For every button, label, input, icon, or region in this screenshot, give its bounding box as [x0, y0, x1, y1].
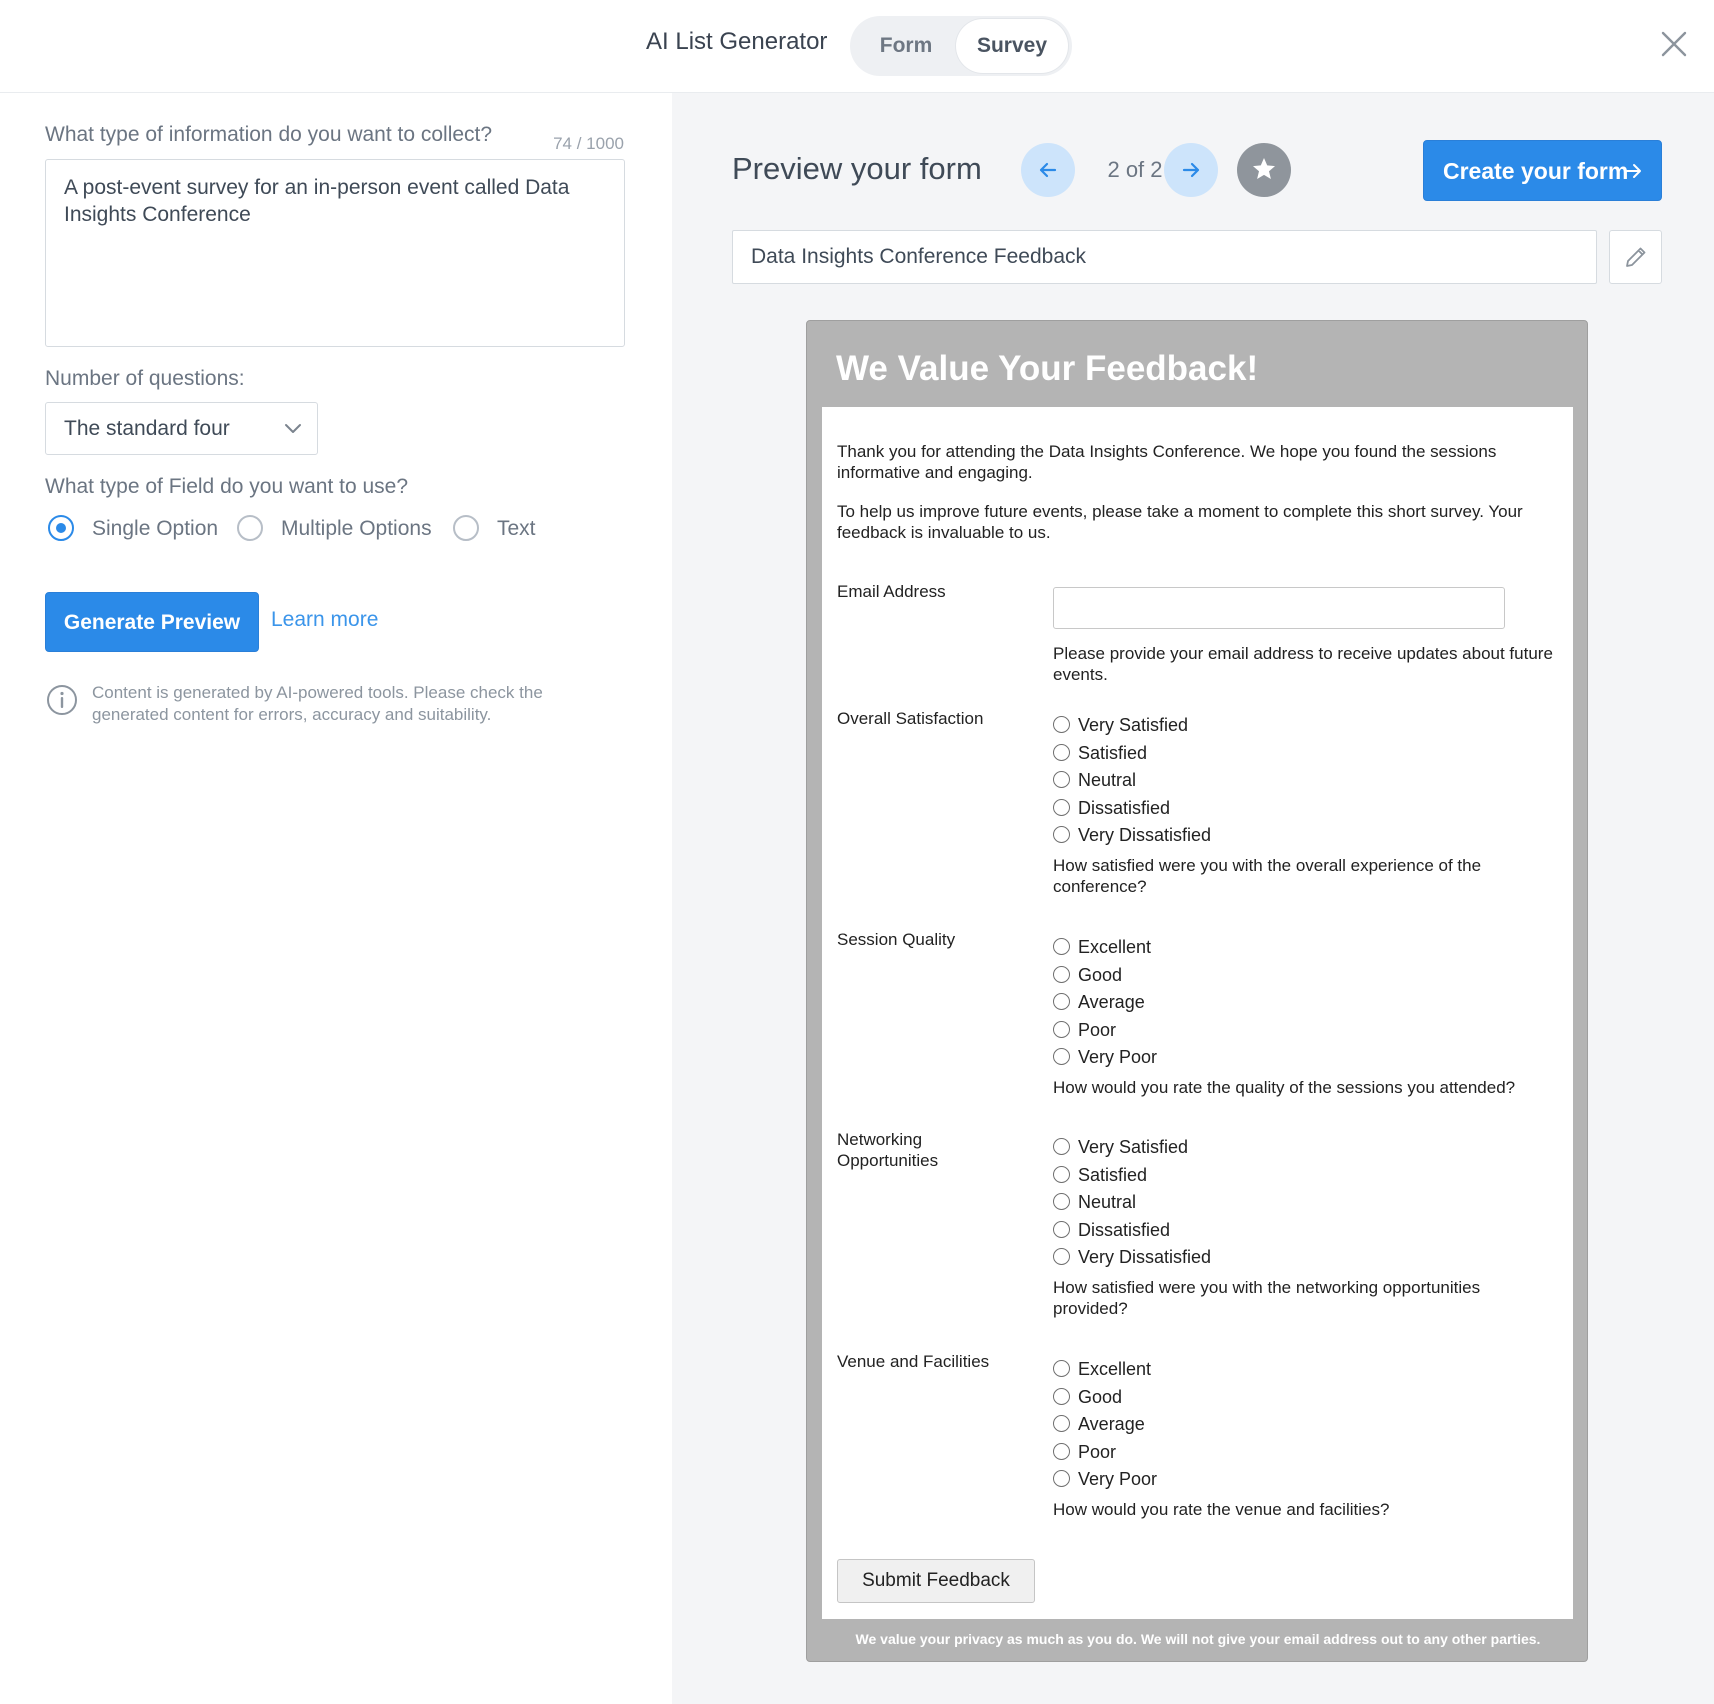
option-label: Very Dissatisfied	[1078, 825, 1212, 846]
radio-circle	[1053, 1166, 1070, 1183]
radio-unchecked	[453, 515, 479, 541]
close-icon	[1656, 26, 1692, 62]
radio-circle	[1053, 799, 1070, 816]
radio-circle	[1053, 1138, 1070, 1155]
preview-title: Preview your form	[732, 151, 982, 186]
option-label: Very Poor	[1078, 1469, 1158, 1490]
radio-checked	[48, 515, 74, 541]
option-label: Average	[1078, 1414, 1145, 1435]
radio-circle	[1053, 1443, 1070, 1460]
option-label: Dissatisfied	[1078, 1219, 1171, 1240]
char-counter: 74 / 1000	[553, 134, 624, 153]
field-type-label: What type of Field do you want to use?	[45, 475, 409, 498]
tab-form[interactable]: Form	[879, 34, 933, 57]
form-heading: We Value Your Feedback!	[836, 349, 1259, 388]
radio-circle	[1053, 1221, 1070, 1238]
question-help-text: How would you rate the venue and facilities?	[1053, 1500, 1390, 1519]
radio-circle	[1053, 771, 1070, 788]
radio-circle	[1053, 1193, 1070, 1210]
pencil-icon	[1623, 244, 1649, 270]
generate-preview-button[interactable]: Generate Preview	[45, 592, 259, 652]
radio-circle	[1053, 744, 1070, 761]
form-intro: To help us improve future events, please take a moment to complete this short survey. Your feedback is invaluable to us.	[837, 502, 1523, 542]
question-help-text: How satisfied were you with the overall experience of the conference?	[1053, 856, 1482, 896]
question-help-text: How would you rate the quality of the sessions you attended?	[1053, 1078, 1516, 1097]
option-label: Dissatisfied	[1078, 797, 1171, 818]
option-label: Very Poor	[1078, 1047, 1158, 1068]
radio-circle	[1053, 826, 1070, 843]
radio-circle	[1053, 716, 1070, 733]
radio-circle	[1053, 1021, 1070, 1038]
radio-circle	[1053, 1360, 1070, 1377]
option-label: Neutral	[1078, 770, 1137, 791]
num-questions-value: The standard four	[64, 417, 230, 440]
option-label: Very Satisfied	[1078, 715, 1189, 735]
radio-circle	[1053, 1248, 1070, 1265]
previous-button[interactable]	[1021, 143, 1075, 197]
option-label: Good	[1078, 964, 1123, 985]
option-label: Excellent	[1078, 1359, 1152, 1379]
option-label: Good	[1078, 1386, 1123, 1407]
info-icon	[46, 684, 78, 716]
option-label: Satisfied	[1078, 1164, 1148, 1185]
radio-unchecked	[237, 515, 263, 541]
option-label: Excellent	[1078, 937, 1152, 957]
preview-panel	[672, 93, 1714, 1704]
option-label: Poor	[1078, 1441, 1117, 1462]
edit-form-name-button[interactable]	[1609, 230, 1662, 284]
question-help-text: How satisfied were you with the networking opportunities provided?	[1053, 1278, 1481, 1318]
next-button[interactable]	[1164, 143, 1218, 197]
num-questions-label: Number of questions:	[45, 367, 245, 390]
email-help-text: Please provide your email address to receive updates about future events.	[1053, 644, 1553, 684]
form-body	[822, 407, 1573, 1619]
radio-circle	[1053, 1388, 1070, 1405]
option-label: Poor	[1078, 1019, 1117, 1040]
radio-circle	[1053, 1470, 1070, 1487]
option-label: Neutral	[1078, 1192, 1137, 1213]
arrow-right-icon	[1624, 162, 1642, 180]
field-type-multiple-options[interactable]	[234, 513, 434, 549]
field-type-single-option[interactable]	[45, 513, 219, 549]
create-form-button[interactable]	[1423, 140, 1662, 201]
close-button[interactable]	[1656, 26, 1692, 62]
form-name-input[interactable]	[732, 230, 1597, 284]
ai-disclaimer: Content is generated by AI-powered tools. Please check the generated content for errors, accuracy and suitability.	[92, 683, 543, 724]
favorite-button[interactable]	[1237, 143, 1291, 197]
top-bar	[0, 0, 1714, 93]
arrow-left-icon	[1036, 158, 1060, 182]
info-description-input[interactable]	[45, 159, 625, 347]
radio-circle	[1053, 993, 1070, 1010]
question-label: Venue and Facilities	[837, 1352, 990, 1371]
option-label: Very Satisfied	[1078, 1137, 1189, 1157]
form-preview	[806, 320, 1588, 1662]
email-field[interactable]	[1053, 587, 1505, 629]
learn-more-link[interactable]: Learn more	[271, 608, 379, 631]
radio-circle	[1053, 938, 1070, 955]
radio-circle	[1053, 1048, 1070, 1065]
app-title: AI List Generator	[646, 28, 828, 55]
page-indicator: 2 of 2	[1107, 157, 1163, 182]
radio-circle	[1053, 1415, 1070, 1432]
chevron-down-icon	[283, 421, 303, 435]
submit-feedback-button[interactable]: Submit Feedback	[837, 1559, 1035, 1603]
privacy-note: We value your privacy as much as you do. We will not give your email address out to any other parties.	[855, 1631, 1541, 1647]
star-icon	[1251, 156, 1277, 182]
option-label: Average	[1078, 992, 1145, 1013]
option-label: Satisfied	[1078, 742, 1148, 763]
tab-survey[interactable]: Survey	[956, 19, 1068, 73]
email-label: Email Address	[837, 582, 946, 601]
radio-circle	[1053, 966, 1070, 983]
mode-toggle	[850, 16, 1072, 76]
question-label: Session Quality	[837, 930, 956, 949]
option-label: Very Dissatisfied	[1078, 1247, 1212, 1268]
question-label: Networking Opportunities	[837, 1130, 939, 1170]
info-question-label: What type of information do you want to collect?	[45, 123, 493, 146]
create-form-label: Create your form	[1443, 158, 1629, 184]
arrow-right-icon	[1179, 158, 1203, 182]
radio-label: Text	[497, 517, 536, 540]
form-intro: Thank you for attending the Data Insights Conference. We hope you found the sessions informative and engaging.	[837, 442, 1497, 482]
question-label: Overall Satisfaction	[837, 709, 984, 728]
generator-settings-panel	[0, 93, 672, 1704]
field-type-text[interactable]	[450, 513, 550, 549]
num-questions-select[interactable]	[45, 402, 318, 455]
radio-label: Single Option	[92, 517, 219, 540]
radio-label: Multiple Options	[281, 517, 432, 540]
